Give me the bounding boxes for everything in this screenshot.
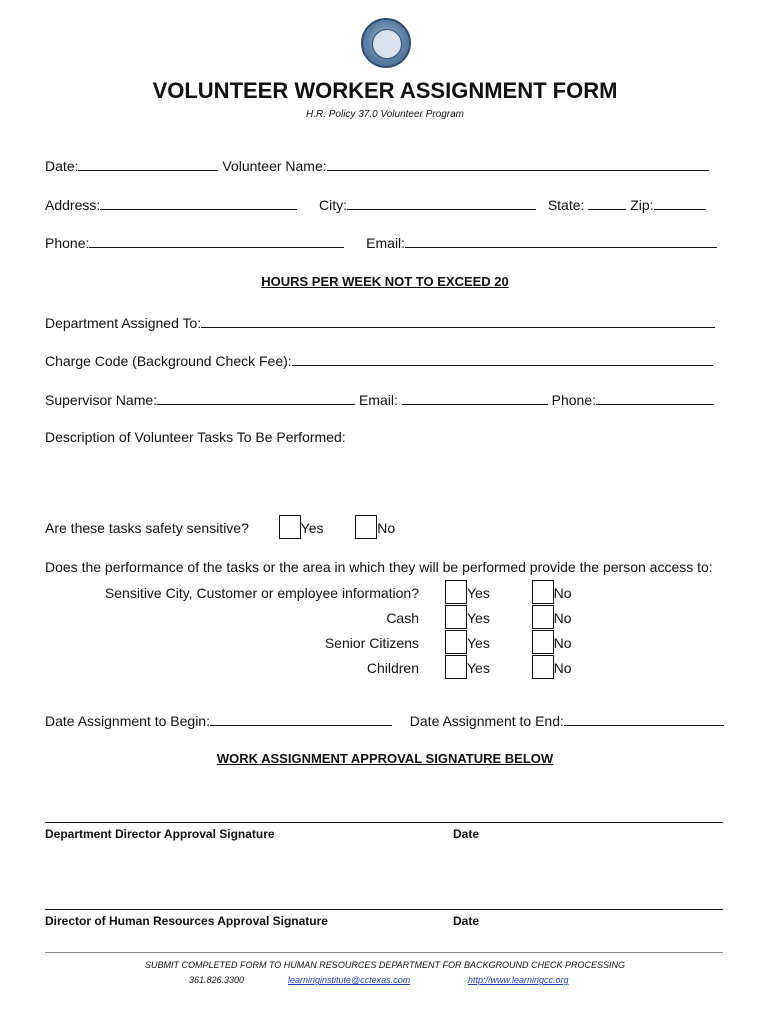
children-yes-label: Yes	[467, 660, 490, 676]
seniors-yes-label: Yes	[467, 635, 490, 651]
seniors-yes-checkbox[interactable]	[445, 630, 467, 654]
zip-label: Zip:	[630, 197, 654, 213]
address-field[interactable]	[100, 196, 297, 210]
address-row	[45, 196, 706, 213]
safety-row	[45, 515, 395, 539]
email-field[interactable]	[405, 234, 717, 248]
charge-code-row	[45, 352, 713, 369]
access-children-options	[445, 655, 572, 679]
access-question: Does the performance of the tasks or the area in which they will be performed provide the person access to:	[45, 559, 713, 575]
zip-field[interactable]	[654, 196, 706, 210]
state-label: State:	[547, 197, 585, 213]
date-field[interactable]	[78, 157, 218, 171]
footer-divider	[45, 952, 723, 953]
footer-instruction: SUBMIT COMPLETED FORM TO HUMAN RESOURCES DEPARTMENT FOR BACKGROUND CHECK PROCESSING	[144, 960, 626, 970]
safety-no-checkbox[interactable]	[355, 515, 377, 539]
footer-phone: 361.826.3300	[189, 975, 245, 985]
hr-signature-line[interactable]	[45, 909, 723, 910]
access-item-senior-citizens: Senior Citizens	[324, 635, 419, 651]
tasks-description-area[interactable]	[45, 450, 725, 505]
access-item-sensitive-info: Sensitive City, Customer or employee information?	[104, 585, 419, 601]
city-label: City:	[319, 197, 348, 213]
approval-heading: WORK ASSIGNMENT APPROVAL SIGNATURE BELOW	[216, 751, 554, 766]
cash-no-checkbox[interactable]	[532, 605, 554, 629]
access-cash-options	[445, 605, 572, 629]
department-row	[45, 314, 715, 331]
supervisor-phone-field[interactable]	[596, 391, 714, 405]
sensitive-info-no-checkbox[interactable]	[532, 580, 554, 604]
address-label: Address:	[45, 197, 101, 213]
city-field[interactable]	[347, 196, 536, 210]
hr-date-label: Date	[453, 914, 480, 928]
supervisor-name-field[interactable]	[157, 391, 355, 405]
phone-label: Phone:	[45, 235, 90, 251]
tasks-label: Description of Volunteer Tasks To Be Performed:	[45, 429, 346, 445]
volunteer-name-label: Volunteer Name:	[222, 158, 327, 174]
safety-yes-checkbox[interactable]	[279, 515, 301, 539]
city-seal-logo	[361, 18, 411, 68]
end-date-field[interactable]	[564, 712, 724, 726]
hours-notice: HOURS PER WEEK NOT TO EXCEED 20	[261, 274, 509, 289]
sensitive-info-yes-label: Yes	[467, 585, 490, 601]
director-signature-label: Department Director Approval Signature	[45, 827, 275, 841]
supervisor-label: Supervisor Name:	[45, 392, 158, 408]
begin-date-label: Date Assignment to Begin:	[45, 713, 210, 729]
access-item-children: Children	[366, 660, 419, 676]
cash-yes-checkbox[interactable]	[445, 605, 467, 629]
supervisor-email-field[interactable]	[402, 391, 548, 405]
director-signature-line[interactable]	[45, 822, 723, 823]
hr-signature-label: Director of Human Resources Approval Signature	[45, 914, 328, 928]
supervisor-phone-label: Phone:	[551, 392, 596, 408]
state-field[interactable]	[588, 196, 626, 210]
seniors-no-label: No	[553, 635, 572, 651]
policy-subtitle: H.R. Policy 37.0 Volunteer Program	[305, 109, 465, 120]
charge-code-field[interactable]	[292, 352, 713, 366]
phone-field[interactable]	[89, 234, 344, 248]
director-date-label: Date	[453, 827, 480, 841]
access-sensitive-options	[445, 580, 572, 604]
volunteer-name-field[interactable]	[327, 157, 709, 171]
email-label: Email:	[366, 235, 406, 251]
supervisor-email-label: Email:	[358, 392, 398, 408]
date-label: Date:	[45, 158, 79, 174]
sensitive-info-yes-checkbox[interactable]	[445, 580, 467, 604]
children-yes-checkbox[interactable]	[445, 655, 467, 679]
footer-website-link[interactable]: http://www.learningcc.org	[468, 975, 569, 985]
sensitive-info-no-label: No	[553, 585, 572, 601]
form-title: VOLUNTEER WORKER ASSIGNMENT FORM	[152, 78, 618, 103]
begin-date-field[interactable]	[210, 712, 392, 726]
footer-email-link[interactable]: learninginstitute@cctexas.com	[288, 975, 411, 985]
end-date-label: Date Assignment to End:	[409, 713, 564, 729]
seniors-no-checkbox[interactable]	[532, 630, 554, 654]
cash-yes-label: Yes	[467, 610, 490, 626]
date-row	[45, 157, 709, 174]
assignment-dates-row	[45, 712, 724, 729]
children-no-label: No	[553, 660, 572, 676]
access-seniors-options	[445, 630, 572, 654]
phone-row	[45, 234, 717, 251]
department-label: Department Assigned To:	[45, 315, 202, 331]
safety-yes-label: Yes	[300, 520, 324, 536]
safety-question: Are these tasks safety sensitive?	[45, 520, 249, 536]
seal-center	[372, 29, 402, 59]
safety-no-label: No	[377, 520, 396, 536]
supervisor-row	[45, 391, 714, 408]
cash-no-label: No	[553, 610, 572, 626]
children-no-checkbox[interactable]	[532, 655, 554, 679]
access-item-cash: Cash	[386, 610, 419, 626]
department-field[interactable]	[201, 314, 715, 328]
charge-code-label: Charge Code (Background Check Fee):	[45, 353, 292, 369]
